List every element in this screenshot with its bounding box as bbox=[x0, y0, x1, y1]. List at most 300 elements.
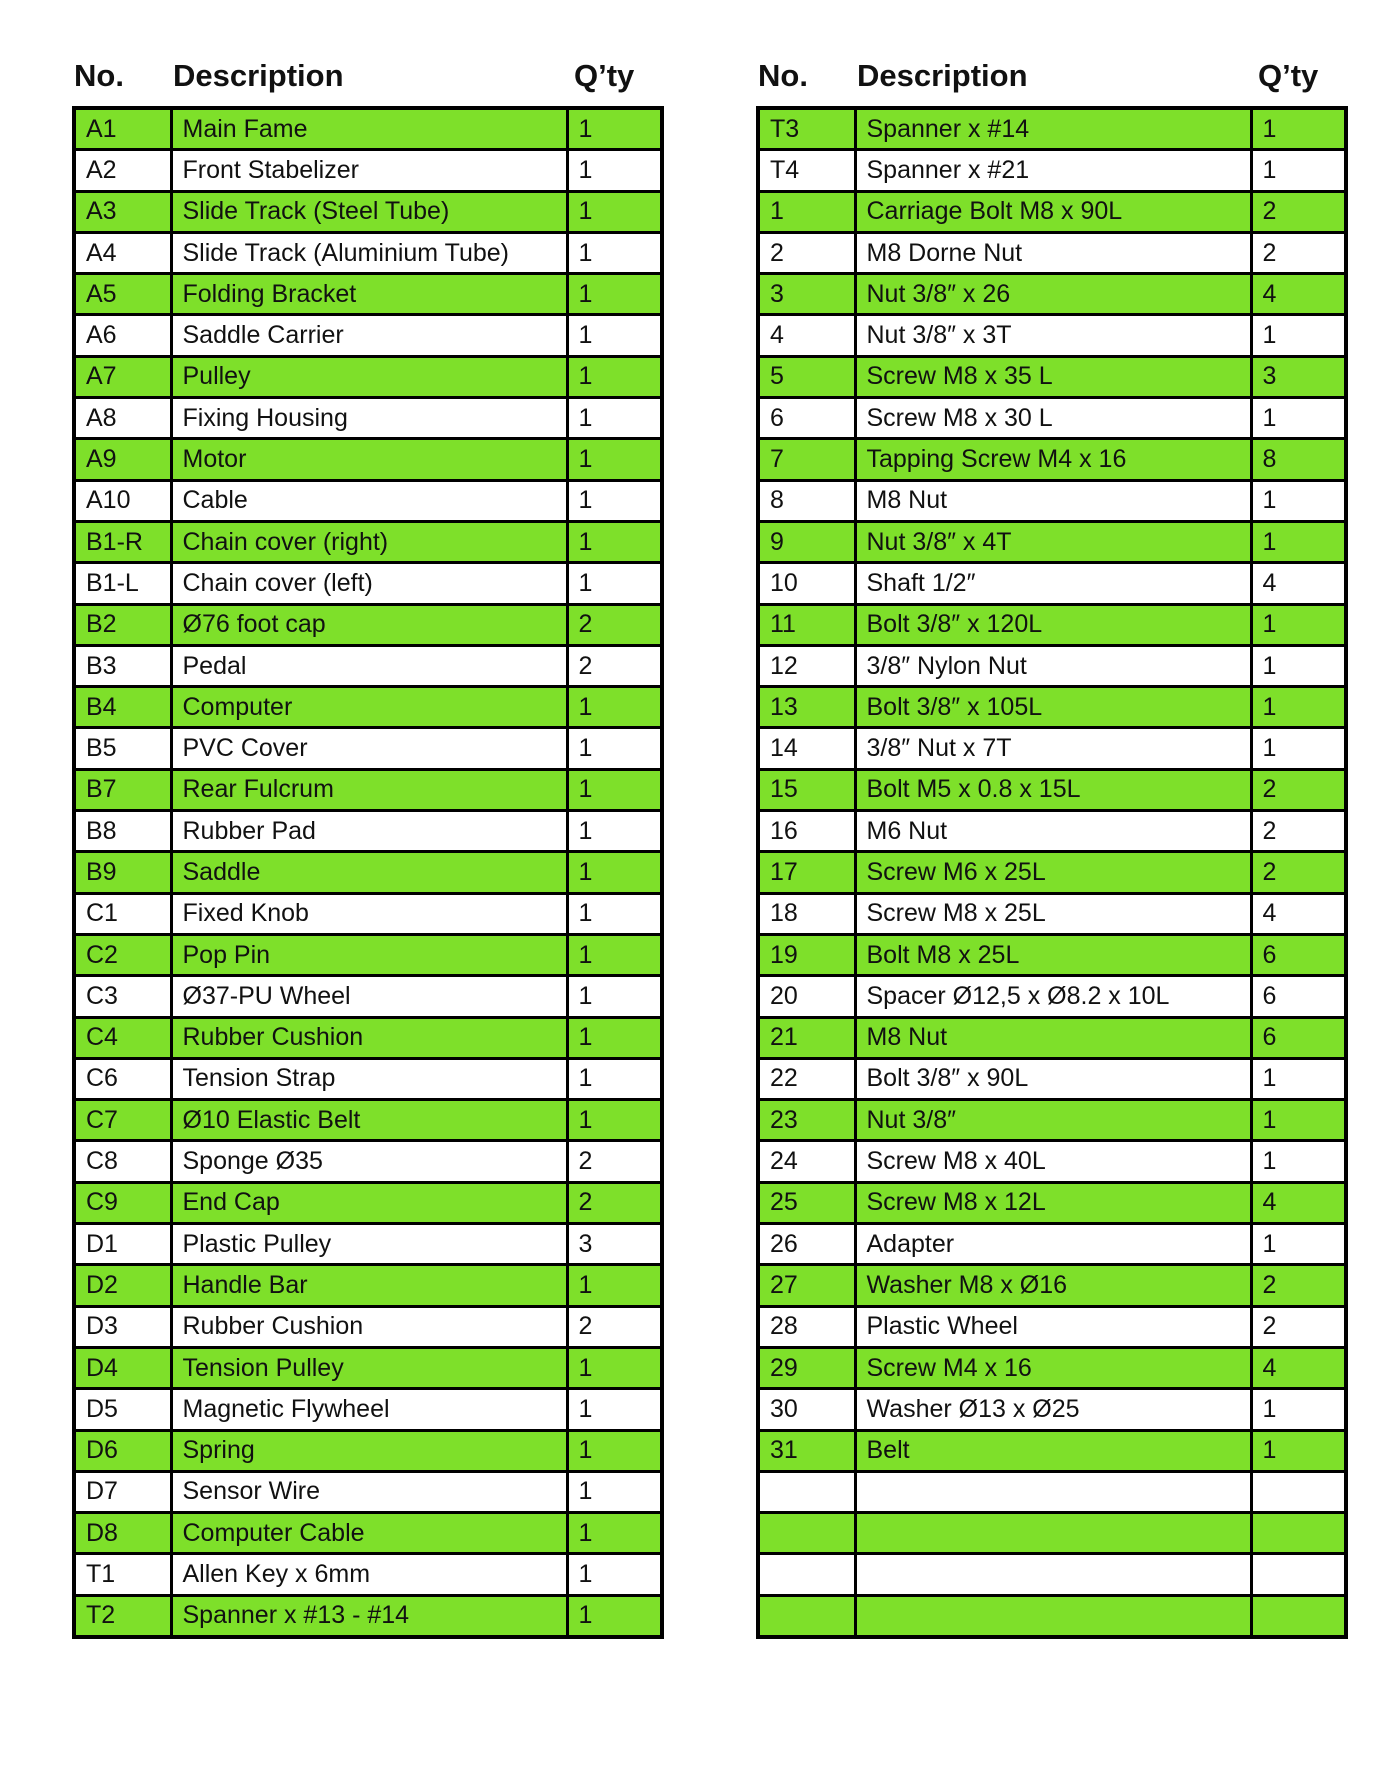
part-number: 21 bbox=[758, 1017, 855, 1058]
part-quantity: 2 bbox=[1251, 191, 1346, 232]
part-number: D6 bbox=[74, 1430, 171, 1471]
table-row bbox=[74, 1058, 662, 1099]
part-quantity: 2 bbox=[567, 604, 662, 645]
table-row bbox=[74, 893, 662, 934]
part-description: Folding Bracket bbox=[171, 274, 567, 315]
part-quantity: 1 bbox=[567, 687, 662, 728]
part-number: 31 bbox=[758, 1430, 855, 1471]
part-number: A1 bbox=[74, 108, 171, 150]
part-number: A7 bbox=[74, 356, 171, 397]
table-row bbox=[758, 1389, 1346, 1430]
part-description bbox=[855, 1554, 1251, 1595]
table-row bbox=[74, 274, 662, 315]
table-row bbox=[74, 1141, 662, 1182]
part-quantity bbox=[1251, 1471, 1346, 1512]
table-row bbox=[758, 563, 1346, 604]
part-description: Pop Pin bbox=[171, 934, 567, 975]
part-number: C4 bbox=[74, 1017, 171, 1058]
part-quantity: 1 bbox=[1251, 1058, 1346, 1099]
part-number: B2 bbox=[74, 604, 171, 645]
part-quantity: 2 bbox=[1251, 852, 1346, 893]
part-quantity: 1 bbox=[567, 1100, 662, 1141]
part-number bbox=[758, 1513, 855, 1554]
part-description: Chain cover (left) bbox=[171, 563, 567, 604]
table-row bbox=[74, 687, 662, 728]
part-quantity: 1 bbox=[567, 1554, 662, 1595]
table-row bbox=[758, 150, 1346, 191]
part-quantity: 1 bbox=[567, 439, 662, 480]
part-quantity: 1 bbox=[567, 852, 662, 893]
table-row bbox=[74, 356, 662, 397]
part-number: D2 bbox=[74, 1265, 171, 1306]
part-quantity: 2 bbox=[1251, 1265, 1346, 1306]
part-description: Spanner x #13 - #14 bbox=[171, 1595, 567, 1637]
table-row bbox=[758, 480, 1346, 521]
part-quantity: 6 bbox=[1251, 934, 1346, 975]
part-number: C9 bbox=[74, 1182, 171, 1223]
table-row bbox=[74, 1100, 662, 1141]
part-number: D7 bbox=[74, 1471, 171, 1512]
table-row bbox=[758, 315, 1346, 356]
part-quantity: 4 bbox=[1251, 1347, 1346, 1388]
part-number: C2 bbox=[74, 934, 171, 975]
part-quantity: 1 bbox=[567, 769, 662, 810]
table-row bbox=[758, 1595, 1346, 1637]
part-number: 26 bbox=[758, 1224, 855, 1265]
part-number: A9 bbox=[74, 439, 171, 480]
part-number: B5 bbox=[74, 728, 171, 769]
part-number: 24 bbox=[758, 1141, 855, 1182]
part-description: Nut 3/8″ x 4T bbox=[855, 521, 1251, 562]
table-row bbox=[758, 811, 1346, 852]
header-qty: Q’ty bbox=[1258, 58, 1319, 93]
table-row bbox=[758, 232, 1346, 273]
table-row bbox=[758, 521, 1346, 562]
table-row bbox=[758, 852, 1346, 893]
part-description: Screw M8 x 40L bbox=[855, 1141, 1251, 1182]
part-quantity: 1 bbox=[567, 315, 662, 356]
part-number: 18 bbox=[758, 893, 855, 934]
part-description: Rear Fulcrum bbox=[171, 769, 567, 810]
part-description: Rubber Cushion bbox=[171, 1306, 567, 1347]
part-number: D4 bbox=[74, 1347, 171, 1388]
part-quantity: 1 bbox=[567, 728, 662, 769]
part-number: A4 bbox=[74, 232, 171, 273]
table-row bbox=[758, 893, 1346, 934]
part-description: Spacer Ø12,5 x Ø8.2 x 10L bbox=[855, 976, 1251, 1017]
part-quantity bbox=[1251, 1554, 1346, 1595]
part-number: A5 bbox=[74, 274, 171, 315]
part-number: 1 bbox=[758, 191, 855, 232]
part-description: Magnetic Flywheel bbox=[171, 1389, 567, 1430]
part-quantity: 2 bbox=[1251, 769, 1346, 810]
header-description: Description bbox=[857, 58, 1028, 93]
header-no: No. bbox=[758, 58, 808, 93]
part-number: B8 bbox=[74, 811, 171, 852]
part-number: 7 bbox=[758, 439, 855, 480]
part-description bbox=[855, 1513, 1251, 1554]
table-row bbox=[758, 1224, 1346, 1265]
part-description: Bolt M5 x 0.8 x 15L bbox=[855, 769, 1251, 810]
part-number bbox=[758, 1471, 855, 1512]
part-number: C1 bbox=[74, 893, 171, 934]
part-description: Slide Track (Steel Tube) bbox=[171, 191, 567, 232]
part-description: Saddle Carrier bbox=[171, 315, 567, 356]
part-description: Chain cover (right) bbox=[171, 521, 567, 562]
part-quantity: 1 bbox=[1251, 604, 1346, 645]
table-header bbox=[756, 56, 1346, 106]
part-number: B4 bbox=[74, 687, 171, 728]
part-number: D3 bbox=[74, 1306, 171, 1347]
part-description: Ø37-PU Wheel bbox=[171, 976, 567, 1017]
part-description: Allen Key x 6mm bbox=[171, 1554, 567, 1595]
table-row bbox=[74, 934, 662, 975]
part-description: PVC Cover bbox=[171, 728, 567, 769]
part-description: Belt bbox=[855, 1430, 1251, 1471]
part-quantity: 4 bbox=[1251, 274, 1346, 315]
parts-table-right-panel bbox=[756, 56, 1346, 1639]
part-number: 15 bbox=[758, 769, 855, 810]
part-description: 3/8″ Nut x 7T bbox=[855, 728, 1251, 769]
part-description: Slide Track (Aluminium Tube) bbox=[171, 232, 567, 273]
table-row bbox=[758, 728, 1346, 769]
table-row bbox=[74, 1430, 662, 1471]
table-row bbox=[758, 769, 1346, 810]
part-number: T3 bbox=[758, 108, 855, 150]
part-quantity: 1 bbox=[567, 398, 662, 439]
part-quantity: 2 bbox=[1251, 1306, 1346, 1347]
parts-table-left-panel bbox=[72, 56, 662, 1639]
part-quantity: 1 bbox=[1251, 645, 1346, 686]
part-quantity: 1 bbox=[1251, 315, 1346, 356]
part-quantity: 1 bbox=[1251, 1389, 1346, 1430]
part-number: C8 bbox=[74, 1141, 171, 1182]
part-number: B1-R bbox=[74, 521, 171, 562]
table-row bbox=[758, 1182, 1346, 1223]
part-description: Saddle bbox=[171, 852, 567, 893]
part-description bbox=[855, 1471, 1251, 1512]
table-row bbox=[74, 232, 662, 273]
part-description: Computer Cable bbox=[171, 1513, 567, 1554]
part-quantity: 4 bbox=[1251, 1182, 1346, 1223]
part-quantity: 1 bbox=[1251, 687, 1346, 728]
part-number: 17 bbox=[758, 852, 855, 893]
table-row bbox=[74, 769, 662, 810]
part-number: 29 bbox=[758, 1347, 855, 1388]
part-quantity: 1 bbox=[567, 521, 662, 562]
part-description: End Cap bbox=[171, 1182, 567, 1223]
part-description: M6 Nut bbox=[855, 811, 1251, 852]
part-quantity: 1 bbox=[567, 1595, 662, 1637]
table-row bbox=[758, 1265, 1346, 1306]
part-number: 10 bbox=[758, 563, 855, 604]
part-description: Ø76 foot cap bbox=[171, 604, 567, 645]
part-number: 8 bbox=[758, 480, 855, 521]
table-row bbox=[74, 1224, 662, 1265]
table-row bbox=[74, 852, 662, 893]
part-quantity: 1 bbox=[567, 1513, 662, 1554]
part-number: C3 bbox=[74, 976, 171, 1017]
part-description: Fixed Knob bbox=[171, 893, 567, 934]
table-row bbox=[74, 108, 662, 150]
part-description: Rubber Pad bbox=[171, 811, 567, 852]
part-number: 2 bbox=[758, 232, 855, 273]
part-quantity: 1 bbox=[567, 1471, 662, 1512]
part-description: Carriage Bolt M8 x 90L bbox=[855, 191, 1251, 232]
part-description: M8 Nut bbox=[855, 480, 1251, 521]
part-number: B1-L bbox=[74, 563, 171, 604]
part-number: A2 bbox=[74, 150, 171, 191]
part-description: Spanner x #21 bbox=[855, 150, 1251, 191]
part-description: Rubber Cushion bbox=[171, 1017, 567, 1058]
part-number: 5 bbox=[758, 356, 855, 397]
part-description: Bolt M8 x 25L bbox=[855, 934, 1251, 975]
part-quantity: 1 bbox=[567, 563, 662, 604]
table-row bbox=[758, 976, 1346, 1017]
part-number: 22 bbox=[758, 1058, 855, 1099]
part-quantity bbox=[1251, 1513, 1346, 1554]
part-quantity: 1 bbox=[1251, 1100, 1346, 1141]
part-number: B9 bbox=[74, 852, 171, 893]
table-row bbox=[74, 1182, 662, 1223]
part-quantity: 1 bbox=[567, 108, 662, 150]
part-quantity: 1 bbox=[567, 191, 662, 232]
table-row bbox=[74, 1513, 662, 1554]
part-number: 25 bbox=[758, 1182, 855, 1223]
part-quantity: 6 bbox=[1251, 1017, 1346, 1058]
part-description: Handle Bar bbox=[171, 1265, 567, 1306]
table-row bbox=[74, 1265, 662, 1306]
part-quantity: 1 bbox=[1251, 1430, 1346, 1471]
part-description: Nut 3/8″ x 26 bbox=[855, 274, 1251, 315]
table-row bbox=[758, 439, 1346, 480]
part-quantity: 1 bbox=[1251, 150, 1346, 191]
part-number: 12 bbox=[758, 645, 855, 686]
part-number: 13 bbox=[758, 687, 855, 728]
table-header bbox=[72, 56, 662, 106]
part-description: Front Stabelizer bbox=[171, 150, 567, 191]
part-description: Nut 3/8″ x 3T bbox=[855, 315, 1251, 356]
part-number: 19 bbox=[758, 934, 855, 975]
part-description: Screw M6 x 25L bbox=[855, 852, 1251, 893]
part-number: D1 bbox=[74, 1224, 171, 1265]
table-row bbox=[74, 645, 662, 686]
part-description: Sensor Wire bbox=[171, 1471, 567, 1512]
part-quantity: 6 bbox=[1251, 976, 1346, 1017]
part-quantity: 1 bbox=[567, 934, 662, 975]
table-row bbox=[758, 274, 1346, 315]
part-description: Screw M8 x 35 L bbox=[855, 356, 1251, 397]
part-number: B3 bbox=[74, 645, 171, 686]
part-number: B7 bbox=[74, 769, 171, 810]
part-number: 9 bbox=[758, 521, 855, 562]
table-row bbox=[74, 976, 662, 1017]
part-number: C6 bbox=[74, 1058, 171, 1099]
part-description: Shaft 1/2″ bbox=[855, 563, 1251, 604]
part-quantity: 1 bbox=[1251, 480, 1346, 521]
part-number: A8 bbox=[74, 398, 171, 439]
part-description: M8 Dorne Nut bbox=[855, 232, 1251, 273]
part-quantity: 1 bbox=[567, 274, 662, 315]
part-description: Bolt 3/8″ x 120L bbox=[855, 604, 1251, 645]
part-number: A3 bbox=[74, 191, 171, 232]
part-number bbox=[758, 1554, 855, 1595]
part-number: C7 bbox=[74, 1100, 171, 1141]
table-row bbox=[758, 108, 1346, 150]
table-row bbox=[74, 728, 662, 769]
table-row bbox=[758, 398, 1346, 439]
part-description: Tension Pulley bbox=[171, 1347, 567, 1388]
header-qty: Q’ty bbox=[574, 58, 635, 93]
table-row bbox=[74, 315, 662, 356]
part-description: Sponge Ø35 bbox=[171, 1141, 567, 1182]
table-row bbox=[758, 1058, 1346, 1099]
part-description: Ø10 Elastic Belt bbox=[171, 1100, 567, 1141]
part-description: Bolt 3/8″ x 90L bbox=[855, 1058, 1251, 1099]
table-row bbox=[74, 563, 662, 604]
part-number: 30 bbox=[758, 1389, 855, 1430]
part-description: Fixing Housing bbox=[171, 398, 567, 439]
part-quantity: 1 bbox=[567, 976, 662, 1017]
part-quantity: 3 bbox=[567, 1224, 662, 1265]
table-row bbox=[758, 1347, 1346, 1388]
table-row bbox=[74, 191, 662, 232]
part-quantity: 1 bbox=[567, 356, 662, 397]
part-number: 3 bbox=[758, 274, 855, 315]
part-number bbox=[758, 1595, 855, 1637]
part-quantity: 2 bbox=[567, 1182, 662, 1223]
part-number: 28 bbox=[758, 1306, 855, 1347]
part-number: A6 bbox=[74, 315, 171, 356]
part-number: 23 bbox=[758, 1100, 855, 1141]
part-number: 20 bbox=[758, 976, 855, 1017]
table-row bbox=[74, 1554, 662, 1595]
part-quantity: 1 bbox=[567, 232, 662, 273]
table-row bbox=[758, 687, 1346, 728]
part-quantity: 1 bbox=[567, 893, 662, 934]
part-quantity: 1 bbox=[1251, 108, 1346, 150]
part-number: T2 bbox=[74, 1595, 171, 1637]
table-row bbox=[758, 934, 1346, 975]
table-row bbox=[758, 356, 1346, 397]
table-row bbox=[758, 645, 1346, 686]
part-quantity: 2 bbox=[567, 645, 662, 686]
part-description: Screw M8 x 12L bbox=[855, 1182, 1251, 1223]
part-number: 16 bbox=[758, 811, 855, 852]
part-quantity: 2 bbox=[1251, 232, 1346, 273]
part-quantity: 2 bbox=[1251, 811, 1346, 852]
part-quantity: 8 bbox=[1251, 439, 1346, 480]
part-quantity: 2 bbox=[567, 1306, 662, 1347]
part-description: Main Fame bbox=[171, 108, 567, 150]
part-quantity: 1 bbox=[567, 1265, 662, 1306]
part-description bbox=[855, 1595, 1251, 1637]
part-description: Nut 3/8″ bbox=[855, 1100, 1251, 1141]
part-quantity: 4 bbox=[1251, 893, 1346, 934]
part-quantity: 1 bbox=[567, 1017, 662, 1058]
part-description: Screw M8 x 25L bbox=[855, 893, 1251, 934]
part-description: Motor bbox=[171, 439, 567, 480]
part-number: 27 bbox=[758, 1265, 855, 1306]
part-description: Spring bbox=[171, 1430, 567, 1471]
table-row bbox=[758, 604, 1346, 645]
part-description: Tapping Screw M4 x 16 bbox=[855, 439, 1251, 480]
part-description: Pulley bbox=[171, 356, 567, 397]
part-description: Washer M8 x Ø16 bbox=[855, 1265, 1251, 1306]
part-description: Adapter bbox=[855, 1224, 1251, 1265]
part-quantity: 4 bbox=[1251, 563, 1346, 604]
table-row bbox=[758, 1306, 1346, 1347]
part-description: Spanner x #14 bbox=[855, 108, 1251, 150]
parts-table-left bbox=[72, 106, 664, 1639]
part-quantity: 1 bbox=[567, 1058, 662, 1099]
table-row bbox=[758, 1554, 1346, 1595]
table-row bbox=[74, 521, 662, 562]
part-quantity: 1 bbox=[1251, 728, 1346, 769]
table-row bbox=[74, 1306, 662, 1347]
table-row bbox=[758, 1100, 1346, 1141]
part-description: Tension Strap bbox=[171, 1058, 567, 1099]
table-row bbox=[74, 439, 662, 480]
part-quantity: 1 bbox=[1251, 1141, 1346, 1182]
part-quantity bbox=[1251, 1595, 1346, 1637]
table-row bbox=[758, 1430, 1346, 1471]
part-description: Plastic Pulley bbox=[171, 1224, 567, 1265]
part-description: Plastic Wheel bbox=[855, 1306, 1251, 1347]
part-number: A10 bbox=[74, 480, 171, 521]
part-quantity: 1 bbox=[567, 480, 662, 521]
part-quantity: 1 bbox=[567, 811, 662, 852]
part-quantity: 1 bbox=[1251, 521, 1346, 562]
table-row bbox=[758, 1513, 1346, 1554]
header-no: No. bbox=[74, 58, 124, 93]
part-number: 6 bbox=[758, 398, 855, 439]
part-description: M8 Nut bbox=[855, 1017, 1251, 1058]
part-quantity: 1 bbox=[567, 1347, 662, 1388]
part-description: Computer bbox=[171, 687, 567, 728]
part-number: 11 bbox=[758, 604, 855, 645]
part-description: Cable bbox=[171, 480, 567, 521]
part-quantity: 1 bbox=[567, 1430, 662, 1471]
part-number: D8 bbox=[74, 1513, 171, 1554]
table-row bbox=[758, 191, 1346, 232]
part-quantity: 1 bbox=[1251, 398, 1346, 439]
table-row bbox=[74, 604, 662, 645]
part-number: 14 bbox=[758, 728, 855, 769]
part-quantity: 1 bbox=[1251, 1224, 1346, 1265]
table-row bbox=[74, 1347, 662, 1388]
table-row bbox=[758, 1471, 1346, 1512]
part-quantity: 3 bbox=[1251, 356, 1346, 397]
table-row bbox=[74, 480, 662, 521]
table-row bbox=[74, 1471, 662, 1512]
part-description: 3/8″ Nylon Nut bbox=[855, 645, 1251, 686]
table-row bbox=[74, 1389, 662, 1430]
part-number: D5 bbox=[74, 1389, 171, 1430]
table-row bbox=[74, 398, 662, 439]
part-number: T4 bbox=[758, 150, 855, 191]
part-description: Bolt 3/8″ x 105L bbox=[855, 687, 1251, 728]
part-quantity: 2 bbox=[567, 1141, 662, 1182]
part-description: Screw M4 x 16 bbox=[855, 1347, 1251, 1388]
table-row bbox=[74, 1595, 662, 1637]
part-quantity: 1 bbox=[567, 150, 662, 191]
part-number: 4 bbox=[758, 315, 855, 356]
table-row bbox=[74, 150, 662, 191]
part-description: Pedal bbox=[171, 645, 567, 686]
part-quantity: 1 bbox=[567, 1389, 662, 1430]
part-description: Screw M8 x 30 L bbox=[855, 398, 1251, 439]
